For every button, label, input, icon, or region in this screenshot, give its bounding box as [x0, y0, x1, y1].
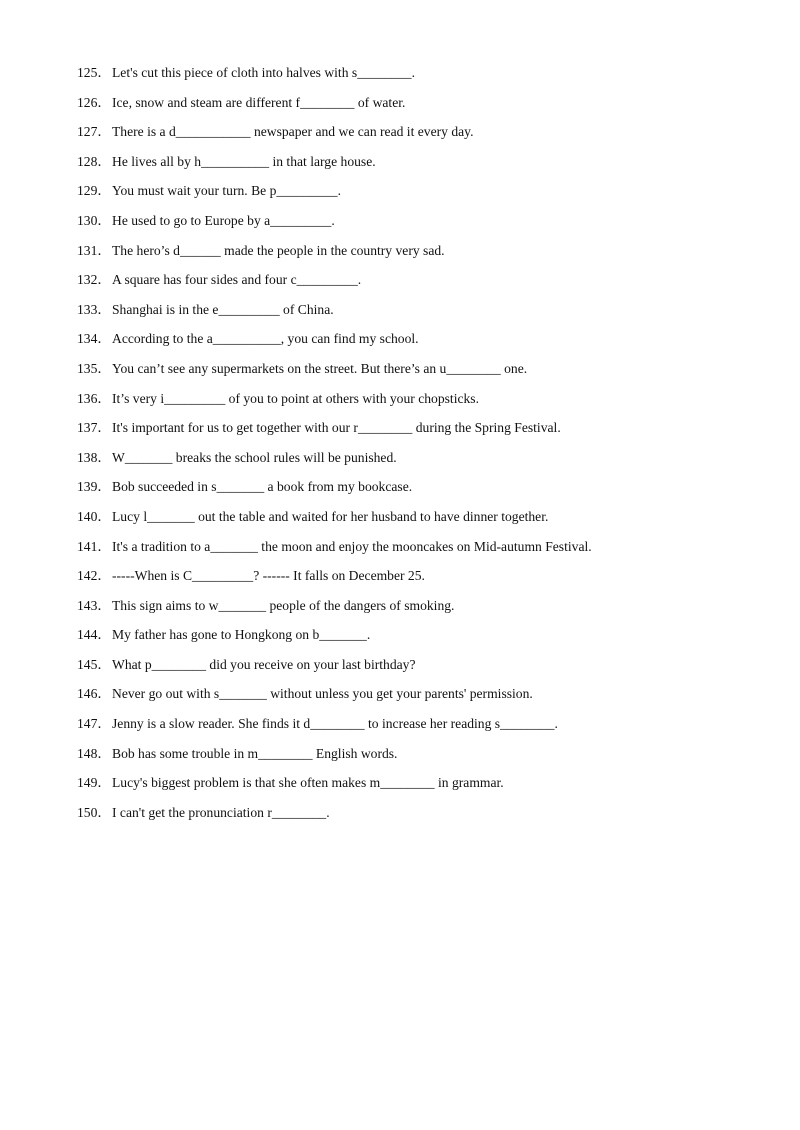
- question-item: [77, 418, 767, 448]
- question-text: He used to go to Europe by a_________.: [112, 212, 335, 228]
- question-number: 129．: [77, 183, 111, 199]
- question-number: 149．: [77, 775, 111, 791]
- question-number: 147．: [77, 716, 111, 732]
- question-text: It’s very i_________ of you to point at others with your chopsticks.: [112, 390, 479, 406]
- question-text: This sign aims to w_______ people of the dangers of smoking.: [112, 597, 455, 613]
- question-text: Jenny is a slow reader. She finds it d________ to increase her reading s________.: [112, 716, 558, 732]
- question-item: [77, 744, 767, 774]
- question-item: [77, 93, 767, 123]
- question-item: [77, 63, 767, 93]
- question-number: 130．: [77, 212, 111, 228]
- question-text: Shanghai is in the e_________ of China.: [112, 301, 334, 317]
- question-text: Lucy's biggest problem is that she often makes m________ in grammar.: [112, 775, 504, 791]
- question-number: 133．: [77, 301, 111, 317]
- question-item: [77, 714, 767, 744]
- question-text: Bob has some trouble in m________ English words.: [112, 745, 398, 761]
- question-number: 140．: [77, 508, 111, 524]
- question-text: Let's cut this piece of cloth into halves with s________.: [112, 65, 415, 80]
- question-item: [77, 773, 767, 803]
- question-item: [77, 241, 767, 271]
- question-number: 139．: [77, 479, 111, 495]
- question-text: You must wait your turn. Be p_________.: [112, 183, 341, 199]
- question-item: [77, 122, 767, 152]
- question-item: [77, 211, 767, 241]
- question-number: 126．: [77, 94, 111, 110]
- question-item: [77, 625, 767, 655]
- question-item: [77, 300, 767, 330]
- question-number: 131．: [77, 242, 111, 258]
- question-item: [77, 270, 767, 300]
- question-item: [77, 152, 767, 182]
- question-text: A square has four sides and four c_________.: [112, 272, 362, 288]
- question-number: 138．: [77, 449, 111, 465]
- question-number: 125．: [77, 65, 111, 80]
- question-item: [77, 477, 767, 507]
- question-text: According to the a__________, you can find my school.: [112, 331, 419, 347]
- question-text: The hero’s d______ made the people in the country very sad.: [112, 242, 445, 258]
- question-text: He lives all by h__________ in that large house.: [112, 153, 376, 169]
- question-number: 135．: [77, 360, 111, 376]
- question-number: 137．: [77, 420, 111, 436]
- question-item: [77, 359, 767, 389]
- question-text: -----When is C_________? ------ It falls on December 25.: [112, 568, 425, 584]
- question-text: It's a tradition to a_______ the moon and enjoy the mooncakes on Mid-autumn Festival.: [112, 538, 592, 554]
- question-number: 150．: [77, 804, 111, 820]
- question-number: 136．: [77, 390, 111, 406]
- question-item: [77, 329, 767, 359]
- question-list: [77, 63, 767, 832]
- question-item: [77, 803, 767, 833]
- question-number: 144．: [77, 627, 111, 643]
- question-item: [77, 507, 767, 537]
- question-item: [77, 655, 767, 685]
- question-number: 132．: [77, 272, 111, 288]
- question-item: [77, 684, 767, 714]
- question-text: You can’t see any supermarkets on the street. But there’s an u________ one.: [112, 360, 528, 376]
- question-number: 134．: [77, 331, 111, 347]
- question-item: [77, 596, 767, 626]
- question-text: Bob succeeded in s_______ a book from my bookcase.: [112, 479, 413, 495]
- question-text: Ice, snow and steam are different f________ of water.: [112, 94, 406, 110]
- question-text: Lucy l_______ out the table and waited for her husband to have dinner together.: [112, 508, 549, 524]
- question-number: 145．: [77, 656, 111, 672]
- question-number: 141．: [77, 538, 111, 554]
- question-text: It's important for us to get together with our r________ during the Spring Festival.: [112, 420, 561, 436]
- question-item: [77, 181, 767, 211]
- question-item: [77, 448, 767, 478]
- question-text: What p________ did you receive on your last birthday?: [112, 656, 416, 672]
- question-number: 128．: [77, 153, 111, 169]
- question-text: My father has gone to Hongkong on b_______.: [112, 627, 371, 643]
- question-number: 148．: [77, 745, 111, 761]
- question-number: 127．: [77, 124, 111, 140]
- question-text: Never go out with s_______ without unless you get your parents' permission.: [112, 686, 533, 702]
- question-number: 146．: [77, 686, 111, 702]
- question-text: W_______ breaks the school rules will be punished.: [112, 449, 397, 465]
- question-number: 143．: [77, 597, 111, 613]
- question-number: 142．: [77, 568, 111, 584]
- question-item: [77, 389, 767, 419]
- question-text: I can't get the pronunciation r________.: [112, 804, 330, 820]
- question-text: There is a d___________ newspaper and we can read it every day.: [112, 124, 474, 140]
- question-item: [77, 537, 767, 567]
- question-item: [77, 566, 767, 596]
